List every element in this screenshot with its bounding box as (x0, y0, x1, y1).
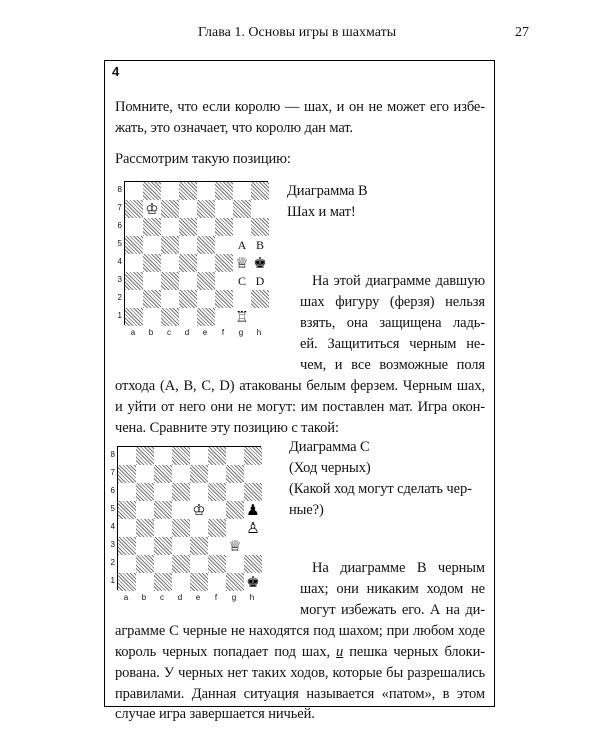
frame-number: 4 (112, 64, 120, 79)
board-square (125, 308, 143, 326)
paragraph-line: могут избежать его. А на ди- (300, 602, 485, 618)
board-square (215, 272, 233, 290)
board-square (136, 465, 154, 483)
diagram-b-caption: Шах и мат! (287, 204, 356, 220)
board-square (179, 308, 197, 326)
board-square (161, 218, 179, 236)
board-square (226, 573, 244, 591)
file-label: e (202, 328, 208, 337)
rank-label: 2 (117, 293, 122, 302)
file-label: b (148, 328, 154, 337)
board-square (179, 200, 197, 218)
board-square (161, 236, 179, 254)
emphasis-text: и (336, 644, 344, 660)
board-square (154, 555, 172, 573)
board-square (197, 290, 215, 308)
board-square (136, 483, 154, 501)
board-square (136, 537, 154, 555)
board-square (161, 290, 179, 308)
board-square (244, 555, 262, 573)
rank-label: 4 (110, 522, 115, 531)
board-square (190, 519, 208, 537)
board-square (244, 447, 262, 465)
board-square (118, 537, 136, 555)
board-square (154, 573, 172, 591)
board-square (172, 555, 190, 573)
paragraph-line: взять, она защищена ладь- (300, 315, 485, 331)
board-square (172, 537, 190, 555)
paragraph-line: отхода (A, B, C, D) атакованы белым ферзем. Черным шах, (115, 378, 485, 394)
square-label: D (251, 272, 269, 290)
paragraph-line: жать, это означает, что королю дан мат. (115, 120, 353, 136)
board-square (197, 200, 215, 218)
file-label: h (256, 328, 262, 337)
board-square (118, 555, 136, 573)
board-square (226, 447, 244, 465)
board-square (154, 447, 172, 465)
file-label: h (249, 593, 255, 602)
paragraph-line: чем, и все возможные поля (300, 357, 485, 373)
board-square (143, 218, 161, 236)
board-square (190, 537, 208, 555)
board-square (136, 447, 154, 465)
board-square (215, 200, 233, 218)
rank-label: 7 (110, 468, 115, 477)
paragraph-line: аграмме C черные не находятся под шахом; при любом ходе (115, 623, 485, 639)
board-square (143, 272, 161, 290)
board-square (190, 573, 208, 591)
board-square (172, 573, 190, 591)
file-label: c (160, 593, 164, 602)
board-square (154, 501, 172, 519)
rank-label: 1 (117, 311, 122, 320)
board-square (215, 290, 233, 308)
board-square (251, 308, 269, 326)
board-square (161, 254, 179, 272)
board-square (143, 236, 161, 254)
black-pawn-icon: ♟ (244, 501, 262, 519)
board-square (118, 501, 136, 519)
board-square (226, 483, 244, 501)
rank-label: 2 (110, 558, 115, 567)
running-header-title: Глава 1. Основы игры в шахматы (198, 25, 397, 40)
board-square (125, 200, 143, 218)
paragraph-line: шах фигуру (ферзя) нельзя (300, 294, 485, 310)
file-label: b (141, 593, 147, 602)
board-square (143, 182, 161, 200)
white-pawn-icon: ♙ (244, 519, 262, 537)
board-square (136, 573, 154, 591)
board-square (226, 465, 244, 483)
board-square (179, 236, 197, 254)
rank-label: 6 (117, 221, 122, 230)
file-label: a (123, 593, 129, 602)
paragraph-line: правилами. Данная ситуация называется «патом», в этом (115, 686, 485, 702)
board-square (197, 182, 215, 200)
board-square (125, 218, 143, 236)
board-square (179, 218, 197, 236)
white-king-icon: ♔ (190, 501, 208, 519)
board-square (118, 465, 136, 483)
paragraph-line: и уйти от него они не могут: им поставлен мат. Игра окон- (115, 399, 485, 415)
diagram-c-question: ные?) (289, 502, 324, 518)
file-label: f (221, 328, 225, 337)
diagram-b-title: Диаграмма B (287, 183, 368, 199)
board-square (125, 236, 143, 254)
board-square (208, 519, 226, 537)
board-square (190, 447, 208, 465)
paragraph-line: чена. Сравните эту позицию с такой: (115, 420, 339, 436)
white-rook-icon: ♖ (233, 308, 251, 326)
board-square (190, 555, 208, 573)
board-square (226, 519, 244, 537)
board-square (244, 537, 262, 555)
file-label: f (214, 593, 218, 602)
board-square (118, 483, 136, 501)
board-square (136, 501, 154, 519)
chessboard-diagram-c (117, 446, 261, 590)
board-square (233, 218, 251, 236)
board-square (215, 236, 233, 254)
file-label: c (167, 328, 171, 337)
board-square (136, 555, 154, 573)
paragraph-line: случае игра завершается ничьей. (115, 706, 315, 722)
rank-label: 3 (117, 275, 122, 284)
diagram-c-question: (Какой ход могут сделать чер- (289, 481, 472, 497)
board-square (125, 254, 143, 272)
board-square (197, 218, 215, 236)
board-square (226, 555, 244, 573)
board-square (179, 254, 197, 272)
chessboard-diagram-b (124, 181, 268, 325)
board-square (215, 218, 233, 236)
white-queen-icon: ♕ (226, 537, 244, 555)
rank-label: 4 (117, 257, 122, 266)
board-square (208, 501, 226, 519)
board-square (143, 290, 161, 308)
paragraph-line (115, 644, 485, 661)
board-square (125, 182, 143, 200)
square-label: A (233, 236, 251, 254)
board-square (125, 272, 143, 290)
paragraph-line: шах; они никаким ходом не (300, 581, 485, 597)
file-label: d (177, 593, 183, 602)
square-label: C (233, 272, 251, 290)
rank-label: 5 (110, 504, 115, 513)
board-square (208, 483, 226, 501)
board-square (161, 308, 179, 326)
board-square (251, 200, 269, 218)
board-square (118, 519, 136, 537)
board-square (143, 254, 161, 272)
board-square (208, 537, 226, 555)
board-square (172, 483, 190, 501)
board-square (190, 465, 208, 483)
board-square (161, 182, 179, 200)
board-square (136, 519, 154, 537)
paragraph-line: На диаграмме B черным (312, 560, 485, 576)
board-square (161, 272, 179, 290)
black-king-icon: ♚ (244, 573, 262, 591)
file-label: a (130, 328, 136, 337)
text-run: пешка черных блоки- (343, 644, 485, 660)
rank-label: 7 (117, 203, 122, 212)
board-square (251, 290, 269, 308)
board-square (233, 290, 251, 308)
board-square (197, 308, 215, 326)
rank-label: 8 (110, 450, 115, 459)
file-label: g (238, 328, 244, 337)
paragraph-line: Помните, что если королю — шах, и он не может его избе- (115, 99, 485, 115)
board-square (179, 182, 197, 200)
board-square (179, 272, 197, 290)
board-square (215, 254, 233, 272)
board-square (251, 218, 269, 236)
white-king-icon: ♔ (143, 200, 161, 218)
board-square (161, 200, 179, 218)
rank-label: 6 (110, 486, 115, 495)
paragraph-line: Рассмотрим такую позицию: (115, 151, 291, 167)
text-run: король черных попадает под шах, (115, 644, 337, 660)
board-square (244, 465, 262, 483)
board-square (208, 465, 226, 483)
diagram-c-caption: (Ход черных) (289, 460, 371, 476)
board-square (118, 447, 136, 465)
rank-label: 8 (117, 185, 122, 194)
board-square (215, 308, 233, 326)
board-square (172, 465, 190, 483)
board-square (125, 290, 143, 308)
board-square (215, 182, 233, 200)
board-square (154, 519, 172, 537)
board-square (197, 272, 215, 290)
diagram-c-title: Диаграмма C (289, 439, 370, 455)
board-square (244, 483, 262, 501)
file-label: g (231, 593, 237, 602)
rank-label: 5 (117, 239, 122, 248)
paragraph-line: ей. Защититься черным не- (300, 336, 485, 352)
board-square (208, 447, 226, 465)
board-square (197, 254, 215, 272)
square-label: B (251, 236, 269, 254)
board-square (172, 519, 190, 537)
board-square (118, 573, 136, 591)
board-square (172, 447, 190, 465)
board-square (143, 308, 161, 326)
board-square (179, 290, 197, 308)
board-square (233, 182, 251, 200)
file-label: e (195, 593, 201, 602)
file-label: d (184, 328, 190, 337)
board-square (197, 236, 215, 254)
rank-label: 3 (110, 540, 115, 549)
board-square (154, 483, 172, 501)
board-square (154, 537, 172, 555)
board-square (154, 465, 172, 483)
page-number: 27 (515, 25, 529, 40)
board-square (172, 501, 190, 519)
rank-label: 1 (110, 576, 115, 585)
black-king-icon: ♚ (251, 254, 269, 272)
board-square (190, 483, 208, 501)
paragraph-line: На этой диаграмме давшую (312, 273, 485, 289)
board-square (208, 555, 226, 573)
board-square (226, 501, 244, 519)
board-square (251, 182, 269, 200)
board-square (208, 573, 226, 591)
paragraph-line: рована. У черных нет таких ходов, которые бы разрешались (115, 665, 485, 681)
white-queen-icon: ♕ (233, 254, 251, 272)
board-square (233, 200, 251, 218)
